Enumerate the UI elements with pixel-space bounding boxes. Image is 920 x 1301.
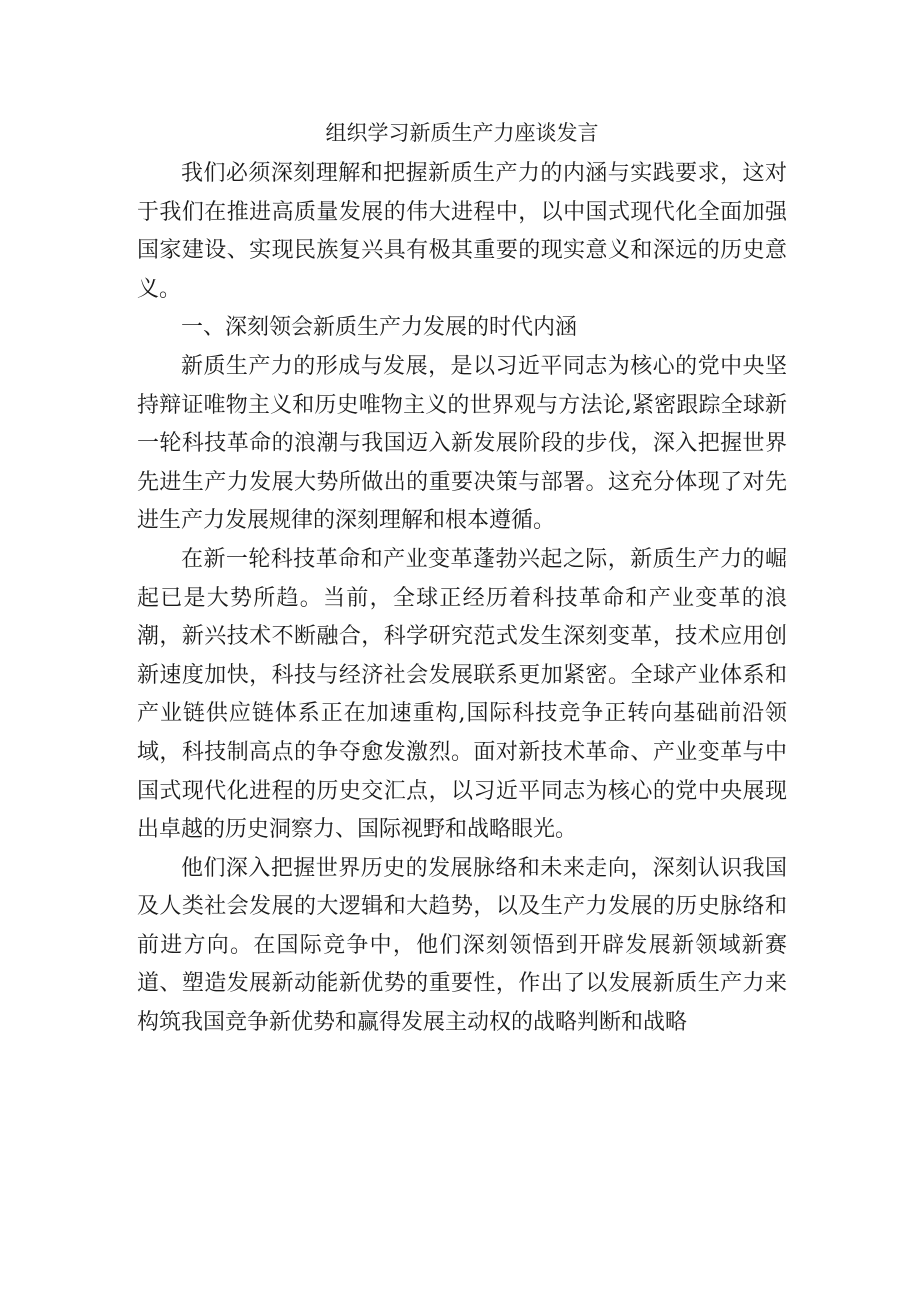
section-heading-1: 一、深刻领会新质生产力发展的时代内涵 [181, 315, 578, 341]
paragraph-intro: 我们必须深刻理解和把握新质生产力的内涵与实践要求，这对于我们在推进高质量发展的伟大进程中，以中国式现代化全面加强国家建设、实现民族复兴具有极其重要的现实意义和深远的历史意义。 [137, 161, 787, 302]
paragraph-tech-revolution: 在新一轮科技革命和产业变革蓬勃兴起之际，新质生产力的崛起已是大势所趋。当前，全球正经历着科技革命和产业变革的浪潮，新兴技术不断融合，科学研究范式发生深刻变革，技术应用创新速度加快，科技与经济社会发展联系更加紧密。全球产业体系和产业链供应链体系正在加速重构,国际科技竞争正转向基础前沿领域，科技制高点的争夺愈发激烈。面对新技术革命、产业变革与中国式现代化进程的历史交汇点，以习近平同志为核心的党中央展现出卓越的历史洞察力、国际视野和战略眼光。 [137, 546, 787, 843]
document-body [137, 113, 787, 1043]
paragraph-historical-insight: 他们深入把握世界历史的发展脉络和未来走向，深刻认识我国及人类社会发展的大逻辑和大趋势，以及生产力发展的历史脉络和前进方向。在国际竞争中，他们深刻领悟到开辟发展新领域新赛道、塑造发展新动能新优势的重要性，作出了以发展新质生产力来构筑我国竞争新优势和赢得发展主动权的战略判断和战略 [137, 855, 787, 1036]
paragraph-formation: 新质生产力的形成与发展，是以习近平同志为核心的党中央坚持辩证唯物主义和历史唯物主义的世界观与方法论,紧密跟踪全球新一轮科技革命的浪潮与我国迈入新发展阶段的步伐，深入把握世界先进生产力发展大势所做出的重要决策与部署。这充分体现了对先进生产力发展规律的深刻理解和根本遵循。 [137, 353, 787, 534]
document-title: 组织学习新质生产力座谈发言 [325, 121, 599, 145]
